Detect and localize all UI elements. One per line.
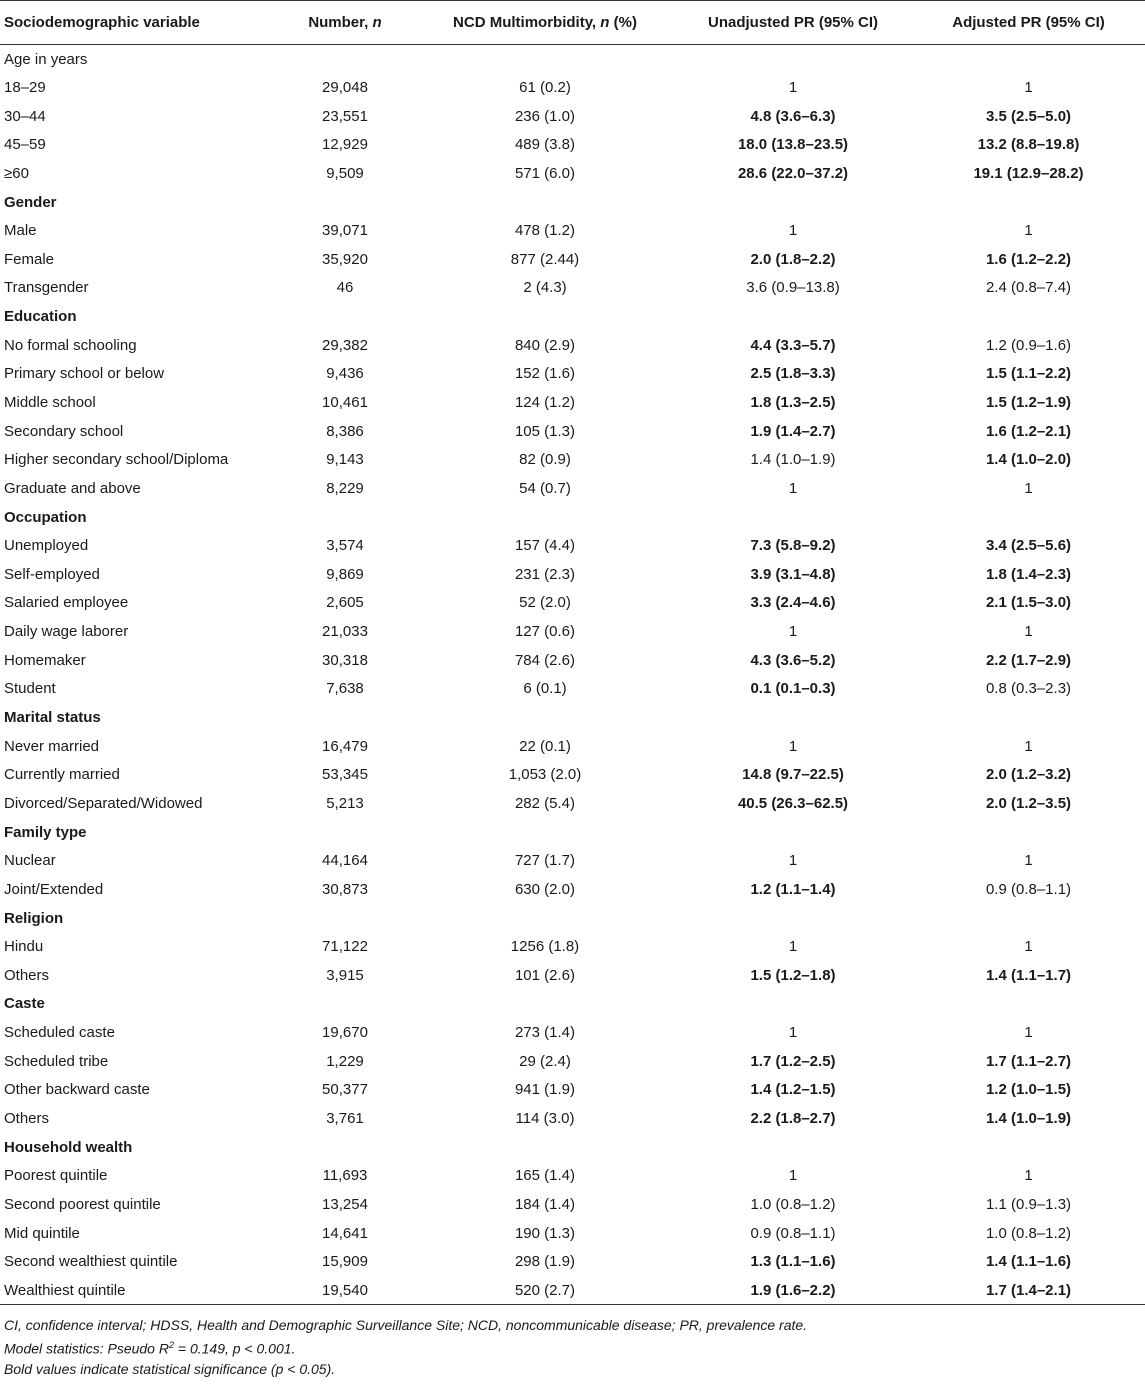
empty-cell xyxy=(912,45,1145,74)
table-row xyxy=(0,159,1145,188)
number-cell: 29,048 xyxy=(322,78,368,96)
unadjusted-pr-cell: 1.7 (1.2–2.5) xyxy=(750,1052,836,1070)
variable-cell: Secondary school xyxy=(4,422,124,440)
header-number-label: Number, xyxy=(308,14,373,31)
adjusted-pr-cell: 0.9 (0.8–1.1) xyxy=(985,880,1072,898)
empty-cell xyxy=(274,45,416,74)
adjusted-pr-cell: 2.1 (1.5–3.0) xyxy=(985,594,1072,612)
variable-cell: ≥60 xyxy=(4,164,29,182)
table-row xyxy=(0,732,1145,761)
adjusted-pr-cell: 1 xyxy=(1024,1024,1033,1042)
number-cell: 19,670 xyxy=(322,1024,368,1042)
number-cell: 5,213 xyxy=(326,794,364,812)
empty-cell xyxy=(912,503,1145,532)
empty-cell xyxy=(912,302,1145,331)
empty-cell xyxy=(674,818,912,847)
empty-cell xyxy=(416,302,674,331)
empty-cell xyxy=(674,703,912,732)
number-cell: 71,122 xyxy=(322,938,368,956)
number-cell: 10,461 xyxy=(322,394,368,411)
table-header xyxy=(0,1,1145,45)
unadjusted-pr-cell: 18.0 (13.8–23.5) xyxy=(737,136,849,154)
number-cell: 53,345 xyxy=(322,766,368,784)
table-row xyxy=(0,1219,1145,1248)
empty-cell xyxy=(274,1133,416,1162)
section-header-row xyxy=(0,1133,1145,1162)
number-cell: 11,693 xyxy=(322,1167,368,1185)
unadjusted-pr-cell: 1 xyxy=(788,1024,798,1042)
number-cell: 16,479 xyxy=(322,737,368,755)
multimorbidity-cell: 571 (6.0) xyxy=(514,164,576,182)
empty-cell xyxy=(416,45,674,74)
variable-cell: Never married xyxy=(4,737,100,755)
empty-cell xyxy=(416,188,674,217)
unadjusted-pr-cell: 1.9 (1.4–2.7) xyxy=(750,422,836,440)
number-cell: 46 xyxy=(336,279,354,297)
footnote-abbreviations: CI, confidence interval; HDSS, Health and Demographic Surveillance Site; NCD, noncommunicable disease; PR, prevalence rate. xyxy=(4,1317,808,1334)
adjusted-pr-cell: 1.2 (1.0–1.5) xyxy=(985,1081,1072,1099)
section-header-row xyxy=(0,45,1145,74)
multimorbidity-cell: 127 (0.6) xyxy=(514,623,576,641)
footnote-model-statistics xyxy=(4,1335,1141,1359)
table-row xyxy=(0,274,1145,303)
unadjusted-pr-cell: 2.0 (1.8–2.2) xyxy=(750,250,836,268)
number-cell: 8,229 xyxy=(326,479,364,497)
unadjusted-pr-cell: 14.8 (9.7–22.5) xyxy=(742,766,844,784)
number-cell: 29,382 xyxy=(322,336,368,354)
table-row xyxy=(0,73,1145,102)
variable-cell: Divorced/Separated/Widowed xyxy=(4,794,203,812)
variable-cell: Student xyxy=(4,680,56,698)
variable-cell: Hindu xyxy=(4,938,44,956)
adjusted-pr-cell: 1 xyxy=(1024,1167,1033,1185)
footnote-model-superscript: 2 xyxy=(168,1340,174,1351)
adjusted-pr-cell: 1.8 (1.4–2.3) xyxy=(985,565,1072,583)
unadjusted-pr-cell: 7.3 (5.8–9.2) xyxy=(750,537,836,555)
number-cell: 3,761 xyxy=(326,1110,364,1128)
section-header-row xyxy=(0,703,1145,732)
header-number-n: n xyxy=(372,14,382,31)
variable-cell: Other backward caste xyxy=(4,1081,150,1099)
number-cell: 44,164 xyxy=(322,852,368,870)
empty-cell xyxy=(416,1133,674,1162)
section-label: Religion xyxy=(4,909,64,927)
variable-cell: Nuclear xyxy=(4,852,56,870)
adjusted-pr-cell: 1 xyxy=(1024,623,1033,641)
adjusted-pr-cell: 2.0 (1.2–3.2) xyxy=(985,766,1072,784)
table-row xyxy=(0,1076,1145,1105)
unadjusted-pr-cell: 4.8 (3.6–6.3) xyxy=(750,107,836,125)
variable-cell: Joint/Extended xyxy=(4,880,104,898)
empty-cell xyxy=(912,990,1145,1019)
variable-cell: Scheduled caste xyxy=(4,1024,115,1042)
adjusted-pr-cell: 1.4 (1.0–1.9) xyxy=(985,1110,1072,1128)
header-adjusted-pr: Adjusted PR (95% CI) xyxy=(912,1,1145,45)
section-label: Caste xyxy=(4,995,45,1013)
multimorbidity-cell: 630 (2.0) xyxy=(514,880,576,898)
empty-cell xyxy=(274,503,416,532)
table-row xyxy=(0,646,1145,675)
adjusted-pr-cell: 1.5 (1.2–1.9) xyxy=(985,394,1072,411)
number-cell: 12,929 xyxy=(322,136,368,154)
number-cell: 8,386 xyxy=(326,422,364,440)
empty-cell xyxy=(674,990,912,1019)
multimorbidity-cell: 784 (2.6) xyxy=(514,651,576,669)
multimorbidity-cell: 236 (1.0) xyxy=(514,107,576,125)
adjusted-pr-cell: 1 xyxy=(1024,737,1033,755)
unadjusted-pr-cell: 1.5 (1.2–1.8) xyxy=(750,966,836,984)
number-cell: 7,638 xyxy=(326,680,364,698)
header-unadjusted-pr: Unadjusted PR (95% CI) xyxy=(674,1,912,45)
table-row xyxy=(0,130,1145,159)
section-label: Gender xyxy=(4,193,57,211)
unadjusted-pr-cell: 1 xyxy=(788,222,798,240)
section-label: Occupation xyxy=(4,508,87,526)
variable-cell: Unemployed xyxy=(4,537,89,555)
adjusted-pr-cell: 1.4 (1.1–1.7) xyxy=(985,966,1072,984)
multimorbidity-cell: 184 (1.4) xyxy=(514,1195,576,1213)
variable-cell: Salaried employee xyxy=(4,594,129,612)
table-row xyxy=(0,474,1145,503)
section-label: Education xyxy=(4,308,77,326)
header-ncd-percent: (%) xyxy=(609,14,637,31)
unadjusted-pr-cell: 1 xyxy=(788,737,798,755)
empty-cell xyxy=(416,904,674,933)
variable-cell: Middle school xyxy=(4,394,96,411)
variable-cell: Graduate and above xyxy=(4,479,141,497)
multimorbidity-cell: 727 (1.7) xyxy=(514,852,576,870)
header-sociodemographic-variable: Sociodemographic variable xyxy=(0,1,274,45)
adjusted-pr-cell: 1.7 (1.1–2.7) xyxy=(985,1052,1072,1070)
footnote-model-values: = 0.149, p < 0.001. xyxy=(173,1340,296,1357)
empty-cell xyxy=(912,904,1145,933)
multimorbidity-cell: 273 (1.4) xyxy=(514,1024,576,1042)
unadjusted-pr-cell: 1.3 (1.1–1.6) xyxy=(750,1253,836,1271)
adjusted-pr-cell: 2.4 (0.8–7.4) xyxy=(985,279,1072,297)
unadjusted-pr-cell: 1 xyxy=(788,479,798,497)
number-cell: 50,377 xyxy=(322,1081,368,1099)
number-cell: 30,318 xyxy=(322,651,368,669)
empty-cell xyxy=(416,818,674,847)
table-row xyxy=(0,761,1145,790)
table-row xyxy=(0,445,1145,474)
empty-cell xyxy=(912,1133,1145,1162)
variable-cell: Transgender xyxy=(4,279,89,297)
unadjusted-pr-cell: 1.4 (1.0–1.9) xyxy=(750,451,836,469)
unadjusted-pr-cell: 1 xyxy=(788,623,798,641)
number-cell: 3,574 xyxy=(326,537,364,555)
adjusted-pr-cell: 1.2 (0.9–1.6) xyxy=(985,336,1072,354)
unadjusted-pr-cell: 2.5 (1.8–3.3) xyxy=(750,365,836,383)
number-cell: 3,915 xyxy=(326,966,364,984)
adjusted-pr-cell: 3.5 (2.5–5.0) xyxy=(985,107,1072,125)
unadjusted-pr-cell: 0.9 (0.8–1.1) xyxy=(750,1224,836,1242)
multimorbidity-cell: 165 (1.4) xyxy=(514,1167,576,1185)
multimorbidity-cell: 124 (1.2) xyxy=(514,394,576,411)
empty-cell xyxy=(416,703,674,732)
footnote-bold-note: Bold values indicate statistical significance (p < 0.05). xyxy=(4,1360,336,1377)
adjusted-pr-cell: 1.4 (1.1–1.6) xyxy=(985,1253,1072,1271)
variable-cell: Male xyxy=(4,222,37,240)
adjusted-pr-cell: 1.7 (1.4–2.1) xyxy=(912,1276,1145,1305)
adjusted-pr-cell: 1.5 (1.1–2.2) xyxy=(985,365,1072,383)
empty-cell xyxy=(912,818,1145,847)
footnote-model-text: Model statistics: Pseudo R xyxy=(4,1340,169,1357)
table-row xyxy=(0,102,1145,131)
empty-cell xyxy=(674,503,912,532)
number-cell: 23,551 xyxy=(322,107,368,125)
table-row xyxy=(0,932,1145,961)
adjusted-pr-cell: 1.1 (0.9–1.3) xyxy=(985,1195,1072,1213)
multimorbidity-cell: 489 (3.8) xyxy=(514,136,576,154)
section-label: Marital status xyxy=(4,709,101,727)
adjusted-pr-cell: 1.6 (1.2–2.1) xyxy=(985,422,1072,440)
header-ncd-multimorbidity xyxy=(416,1,674,45)
unadjusted-pr-cell: 40.5 (26.3–62.5) xyxy=(737,794,849,812)
table-row xyxy=(0,789,1145,818)
empty-cell xyxy=(674,302,912,331)
table-row xyxy=(0,531,1145,560)
table-row xyxy=(0,1104,1145,1133)
adjusted-pr-cell: 13.2 (8.8–19.8) xyxy=(977,136,1080,154)
multimorbidity-cell: 157 (4.4) xyxy=(514,537,576,555)
unadjusted-pr-cell: 1.0 (0.8–1.2) xyxy=(750,1195,836,1213)
table-row xyxy=(0,331,1145,360)
table-row xyxy=(0,875,1145,904)
unadjusted-pr-cell: 4.3 (3.6–5.2) xyxy=(750,651,836,669)
empty-cell xyxy=(674,188,912,217)
multimorbidity-cell: 1,053 (2.0) xyxy=(508,766,582,784)
variable-cell: 45–59 xyxy=(4,136,46,154)
multimorbidity-cell: 82 (0.9) xyxy=(519,451,571,469)
unadjusted-pr-cell: 0.1 (0.1–0.3) xyxy=(750,680,836,698)
unadjusted-pr-cell: 1 xyxy=(788,852,798,870)
multimorbidity-cell: 282 (5.4) xyxy=(514,794,576,812)
header-row xyxy=(0,1,1145,45)
number-cell: 15,909 xyxy=(322,1253,368,1271)
number-cell: 2,605 xyxy=(326,594,364,612)
variable-cell: Daily wage laborer xyxy=(4,623,129,641)
table-row xyxy=(0,846,1145,875)
empty-cell xyxy=(274,703,416,732)
multimorbidity-cell: 54 (0.7) xyxy=(519,479,571,497)
table-row xyxy=(0,1247,1145,1276)
section-header-row xyxy=(0,503,1145,532)
adjusted-pr-cell: 19.1 (12.9–28.2) xyxy=(973,164,1084,182)
unadjusted-pr-cell: 2.2 (1.8–2.7) xyxy=(750,1110,836,1128)
multimorbidity-cell: 2 (4.3) xyxy=(523,279,567,297)
variable-cell: 18–29 xyxy=(4,78,46,96)
section-label: Age in years xyxy=(4,50,88,68)
multimorbidity-cell: 520 (2.7) xyxy=(416,1276,674,1305)
variable-cell: 30–44 xyxy=(4,107,46,125)
section-header-row xyxy=(0,904,1145,933)
table-row xyxy=(0,417,1145,446)
empty-cell xyxy=(274,188,416,217)
empty-cell xyxy=(274,818,416,847)
number-cell: 35,920 xyxy=(322,250,368,268)
multimorbidity-cell: 22 (0.1) xyxy=(519,737,571,755)
number-cell: 9,436 xyxy=(326,365,364,383)
multimorbidity-cell: 190 (1.3) xyxy=(514,1224,576,1242)
adjusted-pr-cell: 1 xyxy=(1024,852,1033,870)
table-row xyxy=(0,216,1145,245)
unadjusted-pr-cell: 1 xyxy=(788,78,798,96)
empty-cell xyxy=(274,302,416,331)
header-ncd-n: n xyxy=(600,14,610,31)
section-label: Family type xyxy=(4,823,87,841)
adjusted-pr-cell: 2.0 (1.2–3.5) xyxy=(985,794,1072,812)
unadjusted-pr-cell: 1.8 (1.3–2.5) xyxy=(750,394,836,411)
table-body xyxy=(0,45,1145,1305)
section-header-row xyxy=(0,990,1145,1019)
unadjusted-pr-cell: 1 xyxy=(788,1167,798,1185)
multimorbidity-cell: 840 (2.9) xyxy=(514,336,576,354)
number-cell: 21,033 xyxy=(322,623,368,641)
empty-cell xyxy=(912,703,1145,732)
variable-cell: Others xyxy=(4,1110,50,1128)
multimorbidity-cell: 61 (0.2) xyxy=(519,78,571,96)
multimorbidity-cell: 105 (1.3) xyxy=(514,422,576,440)
number-cell: 19,540 xyxy=(274,1276,416,1305)
variable-cell: Homemaker xyxy=(4,651,86,669)
empty-cell xyxy=(912,188,1145,217)
variable-cell: Self-employed xyxy=(4,565,100,583)
header-number xyxy=(274,1,416,45)
section-label: Household wealth xyxy=(4,1138,133,1156)
unadjusted-pr-cell: 1 xyxy=(788,938,798,956)
adjusted-pr-cell: 1 xyxy=(1024,222,1033,240)
section-header-row xyxy=(0,818,1145,847)
unadjusted-pr-cell: 1.9 (1.6–2.2) xyxy=(674,1276,912,1305)
number-cell: 9,143 xyxy=(326,451,364,469)
variable-cell: Scheduled tribe xyxy=(4,1052,109,1070)
multimorbidity-cell: 231 (2.3) xyxy=(514,565,576,583)
variable-cell: Mid quintile xyxy=(4,1224,80,1242)
adjusted-pr-cell: 1.0 (0.8–1.2) xyxy=(985,1224,1072,1242)
adjusted-pr-cell: 3.4 (2.5–5.6) xyxy=(985,537,1072,555)
empty-cell xyxy=(674,45,912,74)
table-row xyxy=(0,388,1145,417)
adjusted-pr-cell: 1 xyxy=(1024,78,1033,96)
table-row xyxy=(0,1018,1145,1047)
variable-cell: Higher secondary school/Diploma xyxy=(4,451,229,469)
multimorbidity-cell: 6 (0.1) xyxy=(523,680,567,698)
empty-cell xyxy=(274,904,416,933)
variable-cell: Wealthiest quintile xyxy=(0,1276,274,1305)
table-row xyxy=(0,360,1145,389)
variable-cell: Currently married xyxy=(4,766,120,784)
multimorbidity-cell: 298 (1.9) xyxy=(514,1253,576,1271)
variable-cell: No formal schooling xyxy=(4,336,137,354)
number-cell: 9,869 xyxy=(326,565,364,583)
table-footnotes xyxy=(0,1305,1145,1379)
table-row xyxy=(0,1276,1145,1305)
multimorbidity-cell: 877 (2.44) xyxy=(510,250,580,268)
number-cell: 1,229 xyxy=(326,1052,364,1070)
table-row xyxy=(0,617,1145,646)
unadjusted-pr-cell: 3.6 (0.9–13.8) xyxy=(746,279,840,297)
table-row xyxy=(0,961,1145,990)
empty-cell xyxy=(416,990,674,1019)
adjusted-pr-cell: 1.6 (1.2–2.2) xyxy=(985,250,1072,268)
table-row xyxy=(0,1047,1145,1076)
number-cell: 9,509 xyxy=(326,164,364,182)
multimorbidity-cell: 478 (1.2) xyxy=(514,222,576,240)
unadjusted-pr-cell: 4.4 (3.3–5.7) xyxy=(750,336,836,354)
multimorbidity-cell: 1256 (1.8) xyxy=(510,938,580,956)
empty-cell xyxy=(674,904,912,933)
number-cell: 14,641 xyxy=(322,1224,368,1242)
variable-cell: Primary school or below xyxy=(4,365,165,383)
multimorbidity-cell: 29 (2.4) xyxy=(519,1052,571,1070)
adjusted-pr-cell: 1.4 (1.0–2.0) xyxy=(985,451,1072,469)
number-cell: 39,071 xyxy=(322,222,368,240)
unadjusted-pr-cell: 28.6 (22.0–37.2) xyxy=(737,164,849,182)
multimorbidity-cell: 152 (1.6) xyxy=(514,365,576,383)
multimorbidity-cell: 114 (3.0) xyxy=(515,1110,575,1128)
variable-cell: Female xyxy=(4,250,55,268)
multimorbidity-cell: 101 (2.6) xyxy=(514,966,576,984)
unadjusted-pr-cell: 1.2 (1.1–1.4) xyxy=(750,880,836,898)
header-ncd-label: NCD Multimorbidity, xyxy=(453,14,601,31)
variable-cell: Second poorest quintile xyxy=(4,1195,161,1213)
section-header-row xyxy=(0,188,1145,217)
variable-cell: Poorest quintile xyxy=(4,1167,108,1185)
section-header-row xyxy=(0,302,1145,331)
table-row xyxy=(0,1161,1145,1190)
empty-cell xyxy=(674,1133,912,1162)
adjusted-pr-cell: 1 xyxy=(1024,479,1033,497)
number-cell: 13,254 xyxy=(322,1195,368,1213)
multimorbidity-cell: 52 (2.0) xyxy=(519,594,571,612)
variable-cell: Others xyxy=(4,966,50,984)
table-row xyxy=(0,1190,1145,1219)
adjusted-pr-cell: 1 xyxy=(1024,938,1033,956)
table-row xyxy=(0,560,1145,589)
table-row xyxy=(0,245,1145,274)
unadjusted-pr-cell: 3.3 (2.4–4.6) xyxy=(750,594,836,612)
table-row xyxy=(0,589,1145,618)
number-cell: 30,873 xyxy=(322,880,368,898)
empty-cell xyxy=(416,503,674,532)
unadjusted-pr-cell: 1.4 (1.2–1.5) xyxy=(750,1081,836,1099)
adjusted-pr-cell: 2.2 (1.7–2.9) xyxy=(985,651,1072,669)
adjusted-pr-cell: 0.8 (0.3–2.3) xyxy=(985,680,1072,698)
table-row xyxy=(0,675,1145,704)
multimorbidity-cell: 941 (1.9) xyxy=(514,1081,576,1099)
variable-cell: Second wealthiest quintile xyxy=(4,1253,178,1271)
empty-cell xyxy=(274,990,416,1019)
unadjusted-pr-cell: 3.9 (3.1–4.8) xyxy=(750,565,836,583)
